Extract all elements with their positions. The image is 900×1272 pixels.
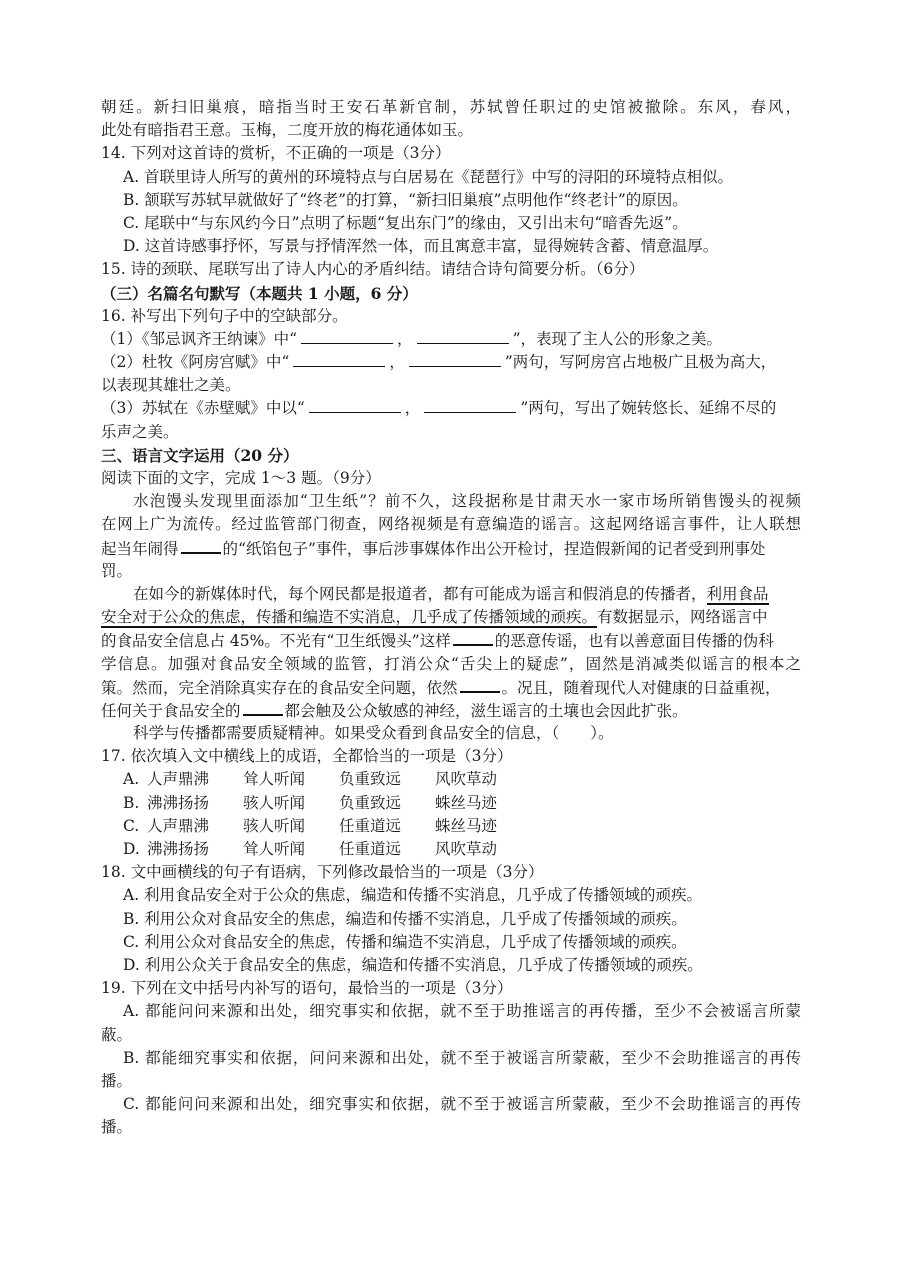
idiom: 风吹草动 xyxy=(435,770,498,789)
idiom-blank[interactable] xyxy=(460,676,500,693)
q19-option-c-cont: 播。 xyxy=(101,1118,133,1137)
passage-line: 科学与传播都需要质疑精神。如果受众看到食品安全的信息，（ ）。 xyxy=(133,724,614,743)
q19-option-a: A. 都能问问来源和出处，细究事实和依据，就不至于助推谣言的再传播，至少不会被谣言所蒙 xyxy=(123,1002,801,1021)
answer-blank[interactable] xyxy=(301,328,393,344)
q16-item-2 xyxy=(101,351,801,374)
q14-option-c: C. 尾联中“与东风约今日”点明了标题“复出东门”的缘由，又引出末句“暗香先返”。 xyxy=(123,213,688,232)
q16-item-3 xyxy=(101,397,801,420)
q18-stem: 18. 文中画横线的句子有语病，下列修改最恰当的一项是（3分） xyxy=(101,863,544,882)
q18-option-c: C. 利用公众对食品安全的焦虑，传播和编造不实消息，几乎成了传播领域的顽疾。 xyxy=(123,932,687,951)
passage-line xyxy=(101,629,801,652)
q14-option-d: D. 这首诗感事抒怀，写景与抒情浑然一体，而且寓意丰富，显得婉转含蓄、情意温厚。 xyxy=(123,237,719,256)
passage-line xyxy=(101,699,801,722)
q16-stem: 16. 补写出下列句子中的空缺部分。 xyxy=(101,306,348,325)
passage-line xyxy=(101,676,801,699)
passage-line: 水泡馒头发现里面添加“卫生纸”？前不久，这段据称是甘肃天水一家市场所销售馒头的视频 xyxy=(133,492,801,511)
idiom: 人声鼎沸 xyxy=(147,770,210,789)
q16-item-1 xyxy=(101,328,801,351)
answer-blank[interactable] xyxy=(293,351,385,367)
q16-item-3-cont: 乐声之美。 xyxy=(101,422,179,441)
text: 策。然而，完全消除真实存在的食品安全问题，依然 xyxy=(101,678,458,697)
text: （1）《邹忌讽齐王纳谏》中“ xyxy=(101,329,298,348)
text: 有数据显示，网络谣言中 xyxy=(597,608,768,627)
idiom: 风吹草动 xyxy=(435,840,498,858)
underlined-sentence: 安全对于公众的焦虑，传播和编造不实消息，几乎成了传播领域的顽疾。 xyxy=(101,608,598,627)
passage-line: 罚。 xyxy=(101,561,133,580)
idiom-blank[interactable] xyxy=(453,629,493,646)
q17-stem: 17. 依次填入文中横线上的成语，全都恰当的一项是（3分） xyxy=(101,747,513,766)
underlined-sentence: 利用食品 xyxy=(706,584,769,603)
q19-option-a-cont: 蔽。 xyxy=(101,1025,133,1044)
idiom: 骇人听闻 xyxy=(243,816,306,835)
option-label: B. xyxy=(123,793,140,812)
q18-option-d: D. 利用公众关于食品安全的焦虑，编造和传播不实消息，几乎成了传播领域的顽疾。 xyxy=(123,955,703,974)
idiom: 沸沸扬扬 xyxy=(147,793,210,812)
section-title: （三）名篇名句默写（本题共 1 小题，6 分） xyxy=(101,283,418,303)
idiom: 负重致远 xyxy=(339,793,402,812)
option-label: C. xyxy=(123,816,140,835)
passage-line: 在网上广为流传。经过监管部门彻查，网络视频是有意编造的谣言。这起网络谣言事件，让人联想 xyxy=(101,515,801,534)
idiom: 蛛丝马迹 xyxy=(435,816,498,835)
q16-item-2-cont: 以表现其雄壮之美。 xyxy=(101,376,241,395)
text: ， xyxy=(389,353,405,372)
q19-option-b-cont: 播。 xyxy=(101,1071,133,1090)
q14-stem: 14. 下列对这首诗的赏析，不正确的一项是（3分） xyxy=(101,144,451,163)
passage-line xyxy=(101,606,801,629)
text: ”，表现了主人公的形象之美。 xyxy=(512,329,722,348)
idiom-blank[interactable] xyxy=(181,537,221,554)
text: 的恶意传谣，也有以善意面目传播的伪科 xyxy=(494,632,774,651)
text: （3）苏轼在《赤壁赋》中以“ xyxy=(101,399,305,418)
idiom: 沸沸扬扬 xyxy=(147,840,210,858)
text: ， xyxy=(397,329,413,348)
text: 都会触及公众敏感的神经，滋生谣言的土壤也会因此扩张。 xyxy=(284,701,688,720)
text: 任何关于食品安全的 xyxy=(101,701,241,720)
note-line: 朝廷。新扫旧巢痕，暗指当时王安石革新官制，苏轼曾任职过的史馆被撤除。东风，春风， xyxy=(101,98,801,116)
text: ， xyxy=(404,399,421,418)
q19-stem: 19. 下列在文中括号内补写的语句，最恰当的一项是（3分） xyxy=(101,979,513,998)
exam-page xyxy=(101,96,801,1139)
text: 。况且，随着现代人对健康的日益重视， xyxy=(501,678,781,697)
idiom: 耸人听闻 xyxy=(243,840,306,858)
q14-option-b: B. 颔联写苏轼早就做好了“终老”的打算，“新扫旧巢痕”点明他作“终老计”的原因。 xyxy=(123,190,688,209)
q18-option-b: B. 利用公众对食品安全的焦虑，编造和传播不实消息，几乎成了传播领域的顽疾。 xyxy=(123,909,687,928)
part-title: 三、语言文字运用（20 分） xyxy=(101,445,299,465)
option-label: D. xyxy=(123,840,140,858)
q17-option-c xyxy=(101,815,801,838)
note-line: 此处有暗指君王意。玉梅，二度开放的梅花通体如玉。 xyxy=(101,121,474,140)
q14-option-a: A. 首联里诗人所写的黄州的环境特点与白居易在《琵琶行》中写的浔阳的环境特点相似。 xyxy=(123,167,734,186)
idiom: 骇人听闻 xyxy=(243,793,306,812)
reading-intro: 阅读下面的文字，完成 1～3 题。（9分） xyxy=(101,469,381,487)
idiom: 任重道远 xyxy=(339,816,402,835)
idiom: 耸人听闻 xyxy=(243,770,306,789)
option-label: A. xyxy=(123,770,140,789)
answer-blank[interactable] xyxy=(424,397,516,413)
answer-blank[interactable] xyxy=(409,351,501,367)
text: ”两句，写阿房宫占地极广且极为高大， xyxy=(504,353,777,372)
q19-option-b: B. 都能细究事实和依据，问问来源和出处，就不至于被谣言所蒙蔽，至少不会助推谣言的再传 xyxy=(123,1048,801,1067)
idiom: 蛛丝马迹 xyxy=(435,793,498,812)
q19-option-c: C. 都能问问来源和出处，细究事实和依据，就不至于被谣言所蒙蔽，至少不会助推谣言的再传 xyxy=(123,1095,801,1114)
answer-blank[interactable] xyxy=(309,397,401,413)
passage-line: 学信息。加强对食品安全领域的监管，打消公众“舌尖上的疑虑”，固然是消减类似谣言的根本之 xyxy=(101,654,801,673)
q17-option-a xyxy=(101,768,801,791)
text: 在如今的新媒体时代，每个网民都是报道者，都有可能成为谣言和假消息的传播者， xyxy=(133,584,707,603)
idiom-blank[interactable] xyxy=(243,699,283,716)
text: （2）杜牧《阿房宫赋》中“ xyxy=(101,353,290,372)
text: ”两句，写出了婉转悠长、延绵不尽的 xyxy=(520,399,777,418)
idiom: 人声鼎沸 xyxy=(147,816,210,835)
passage-line xyxy=(101,537,801,560)
text: 起当年闹得 xyxy=(101,539,179,558)
q17-option-d xyxy=(101,838,801,861)
q15-stem: 15. 诗的颈联、尾联写出了诗人内心的矛盾纠结。请结合诗句简要分析。（6分） xyxy=(101,260,645,279)
q18-option-a: A. 利用食品安全对于公众的焦虑，编造和传播不实消息，几乎成了传播领域的顽疾。 xyxy=(123,886,703,905)
text: 的“纸馅包子”事件，事后涉事媒体作出公开检讨，捏造假新闻的记者受到刑事处 xyxy=(222,539,766,558)
idiom: 任重道远 xyxy=(339,840,402,858)
text: 的食品安全信息占 45%。不光有“卫生纸馒头”这样 xyxy=(101,632,451,651)
passage-line xyxy=(101,583,801,606)
idiom: 负重致远 xyxy=(339,770,402,789)
q17-option-b xyxy=(101,792,801,815)
answer-blank[interactable] xyxy=(417,328,509,344)
